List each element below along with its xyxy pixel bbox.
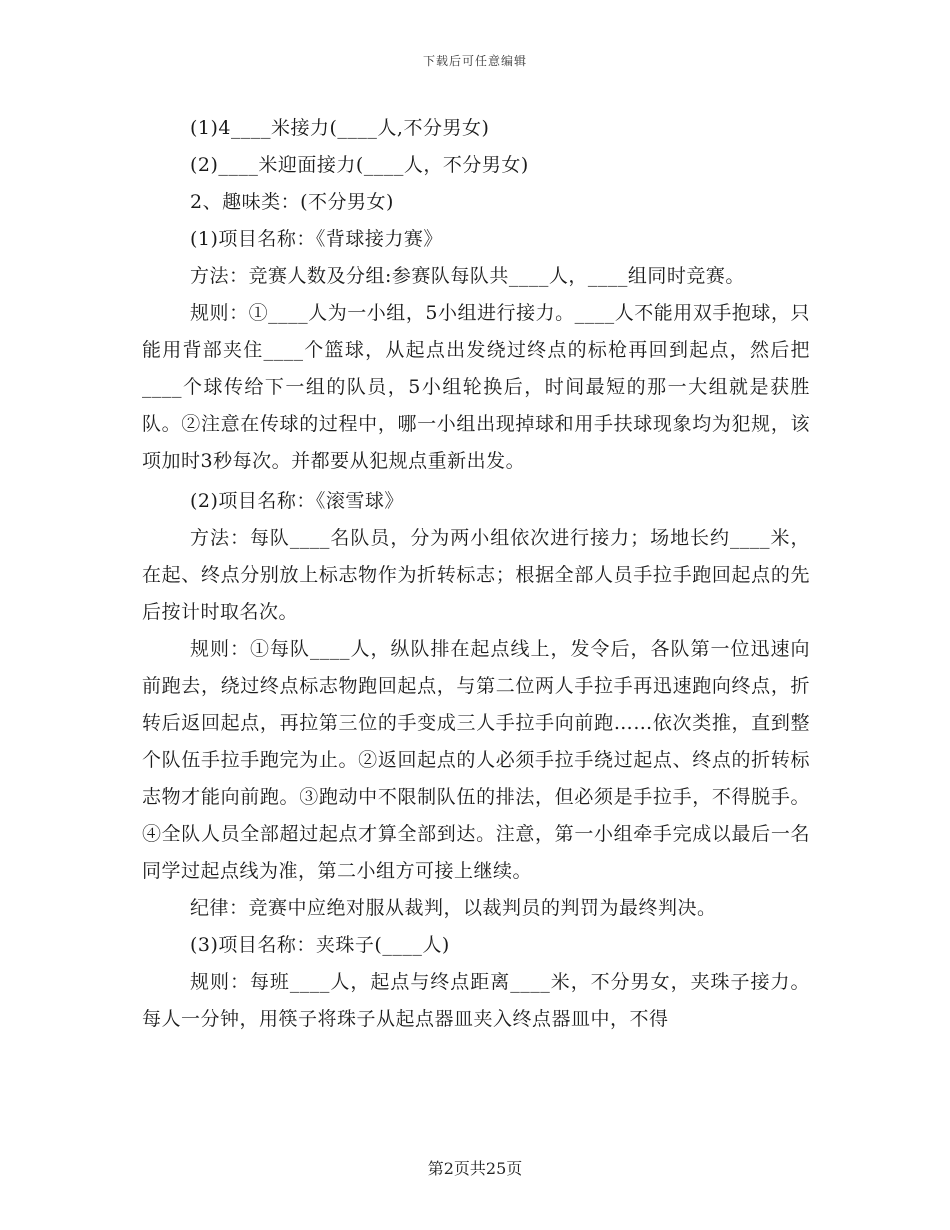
paragraph-item-bead-picking: (3)项目名称：夹珠子(____人): [190, 934, 450, 956]
paragraph-rules-snowball: 规则：①每队____人，纵队排在起点线上，发令后，各队第一位迅速向前跑去，绕过终点标志物跑回起点，与第二位两人手拉手再迅速跑向终点，折转后返回起点，再拉第三位的手变成三人手拉手向前跑……依次类推，直到整个队伍手拉手跑完为止。②返回起点的人必须手拉手绕过起点、终点的折转标志物才能向前跑。③跑动中不限制队伍的排法，但必须是手拉手，不得脱手。④全队人员全部超过起点才算全部到达。注意，第一小组牵手完成以最后一名同学过起点线为准，第二小组方可接上继续。: [142, 638, 810, 882]
paragraph-rules-ball-relay: 规则：①____人为一小组，5小组进行接力。____人不能用双手抱球，只能用背部夹住____个篮球，从起点出发绕过终点的标枪再回到起点，然后把____个球传给下一组的队员，5小组轮换后，时间最短的那一大组就是获胜队。②注意在传球的过程中，哪一小组出现掉球和用手扶球现象均为犯规，该项加时3秒每次。并都要从犯规点重新出发。: [142, 302, 810, 472]
paragraph-method-ball-relay: 方法：竞赛人数及分组:参赛队每队共____人，____组同时竞赛。: [190, 265, 745, 287]
paragraph-fun-category: 2、趣味类：(不分男女): [190, 191, 394, 213]
paragraph-shuttle-relay: (2)____米迎面接力(____人，不分男女): [190, 154, 529, 176]
page-footer: 第2页共25页: [427, 1159, 523, 1178]
page-header: 下载后可任意编辑: [422, 54, 527, 68]
document-body: [142, 110, 810, 1038]
paragraph-relay-4x: (1)4____米接力(____人,不分男女): [190, 117, 490, 139]
paragraph-method-snowball: 方法：每队____名队员，分为两小组依次进行接力；场地长约____米，在起、终点分别放上标志物作为折转标志；根据全部人员手拉手跑回起点的先后按计时取名次。: [142, 527, 810, 623]
paragraph-discipline: 纪律：竞赛中应绝对服从裁判，以裁判员的判罚为最终判决。: [190, 897, 717, 919]
paragraph-rules-bead-picking: 规则：每班____人，起点与终点距离____米，不分男女，夹珠子接力。每人一分钟，用筷子将珠子从起点器皿夹入终点器皿中，不得: [142, 971, 810, 1030]
paragraph-item-ball-relay: (1)项目名称：《背球接力赛》: [190, 228, 443, 250]
paragraph-item-snowball: (2)项目名称：《滚雪球》: [190, 490, 404, 512]
